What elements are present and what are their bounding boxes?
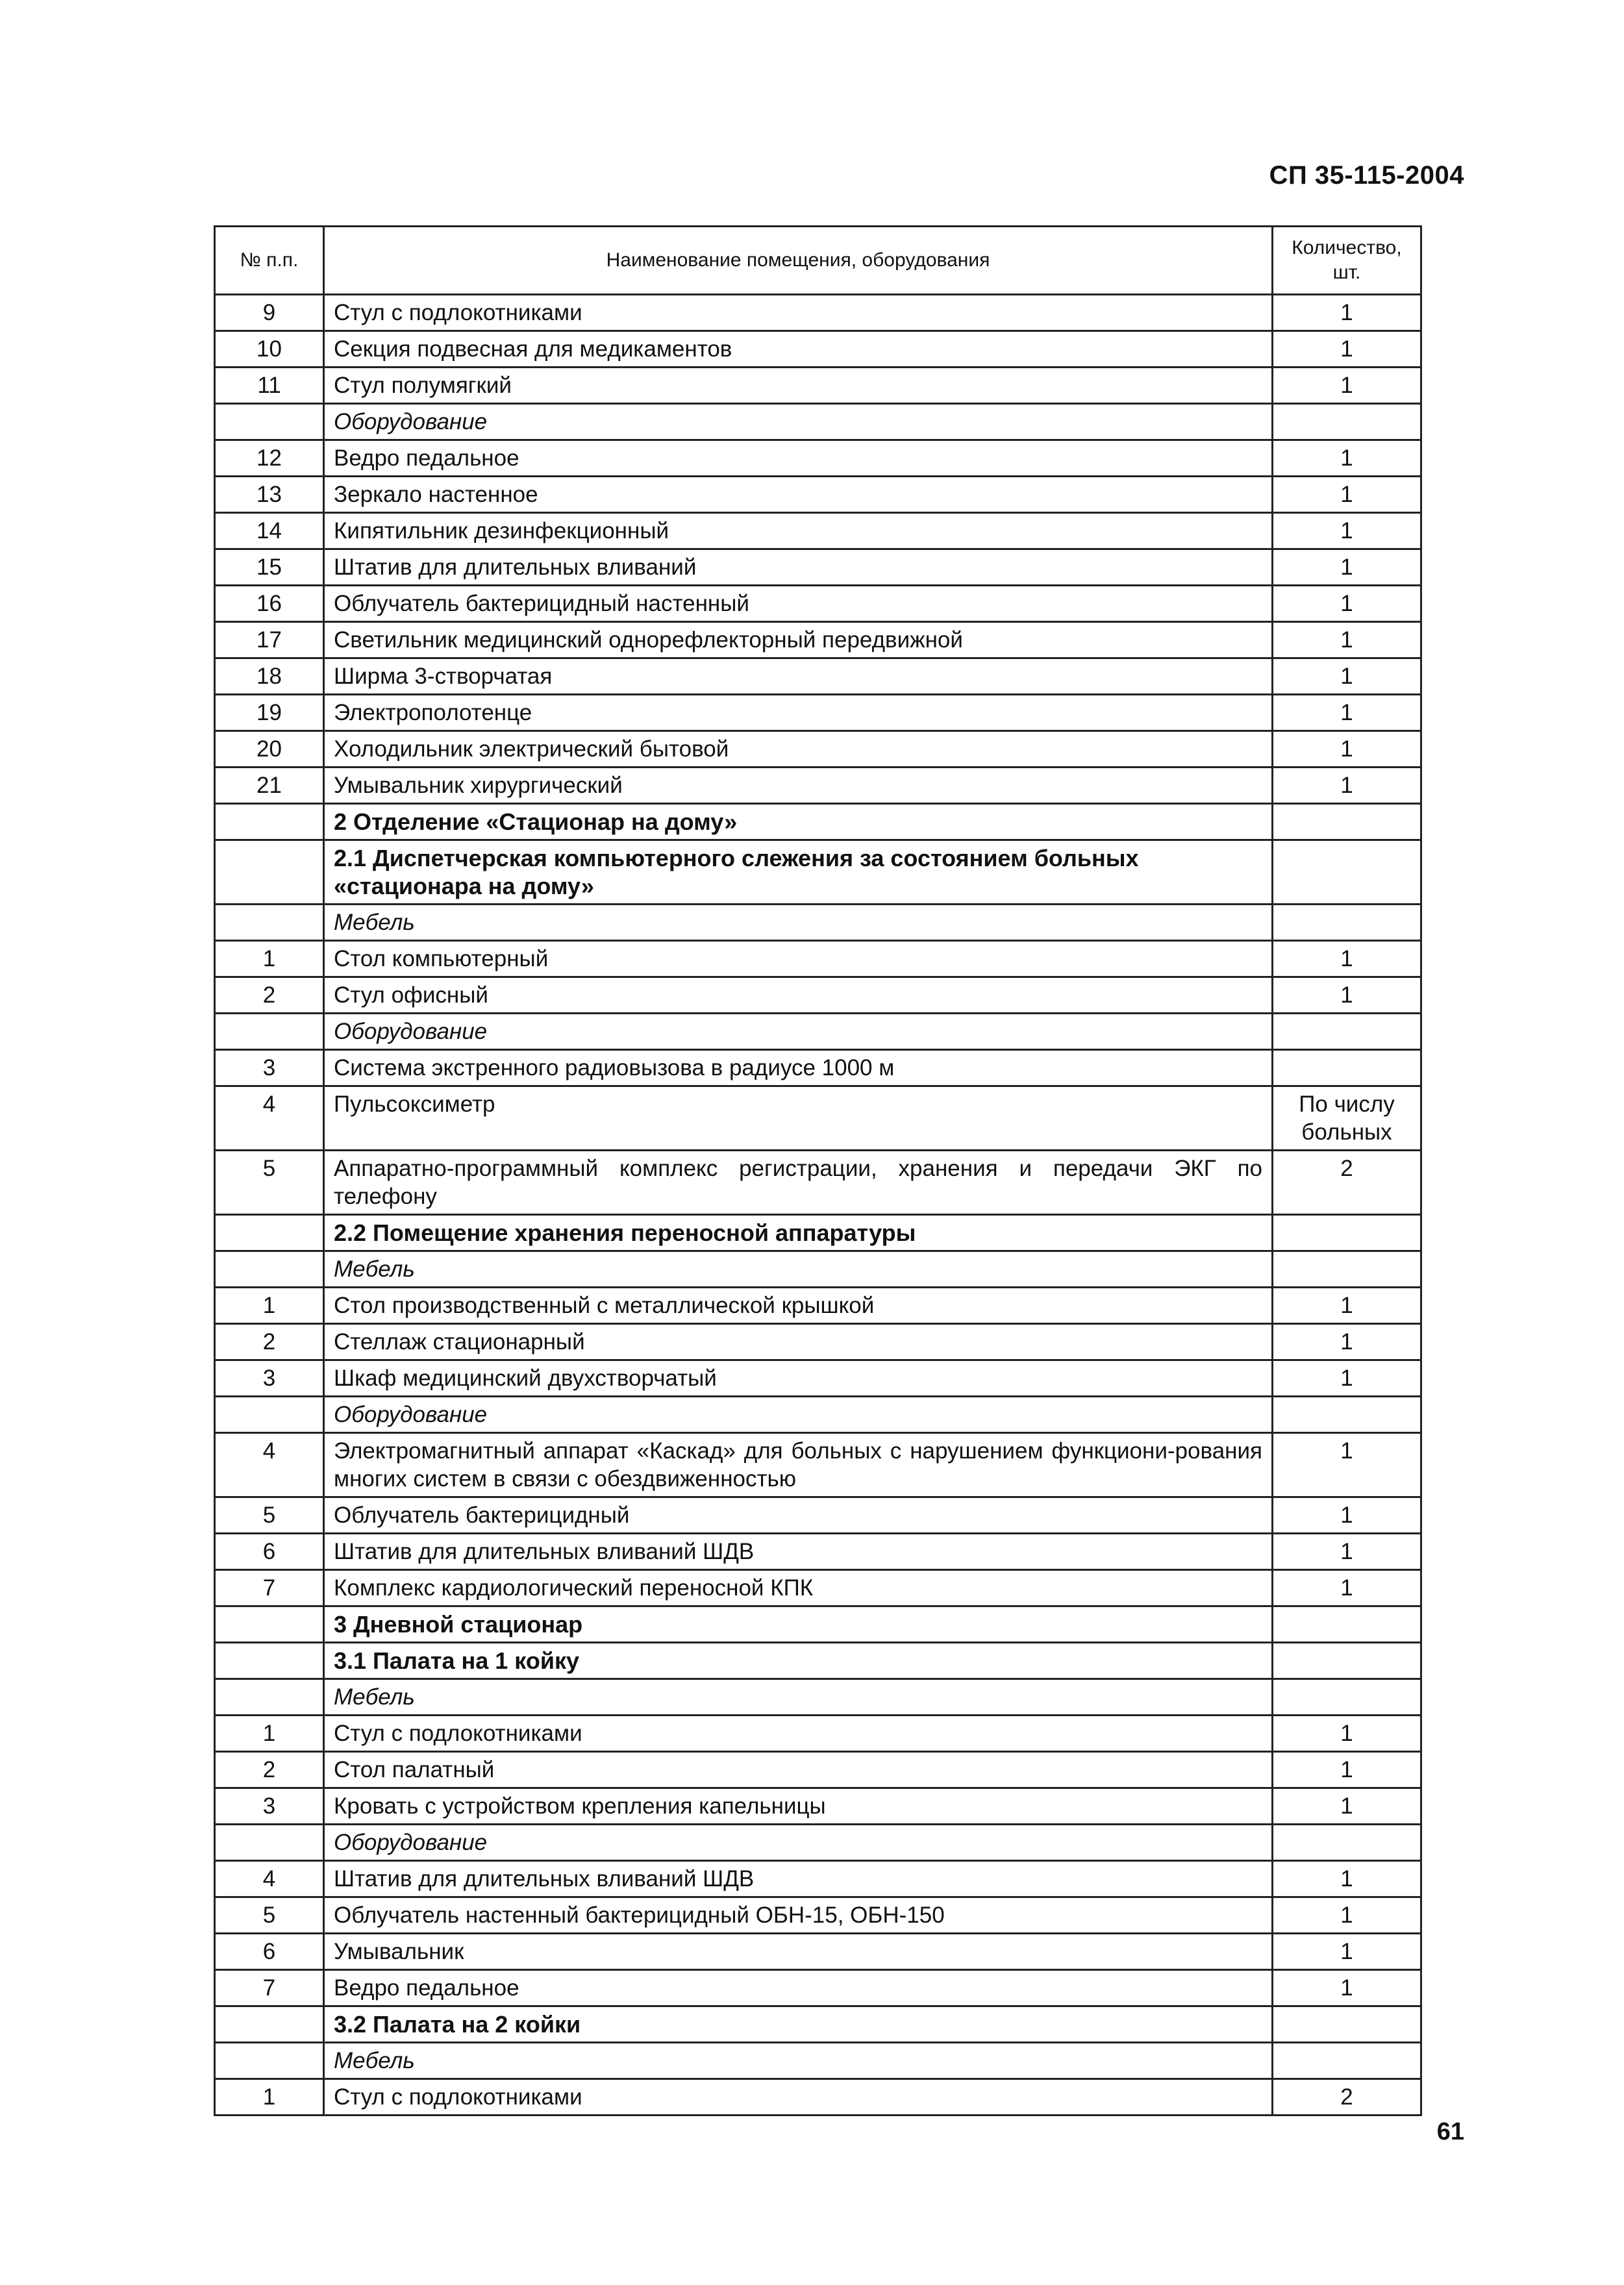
item-name-cell: Электрополотенце	[324, 695, 1273, 731]
item-name-cell: Стул с подлокотниками	[324, 1716, 1273, 1752]
row-number-cell: 21	[215, 768, 324, 804]
item-name-cell: Ведро педальное	[324, 1970, 1273, 2006]
table-row-item	[215, 1050, 1421, 1086]
quantity-cell: 1	[1273, 1534, 1421, 1570]
section-title-cell: 3 Дневной стационар	[324, 1606, 1273, 1643]
quantity-cell: 1	[1273, 731, 1421, 768]
table-row-item	[215, 295, 1421, 331]
quantity-cell: 1	[1273, 586, 1421, 622]
item-name-cell: Кровать с устройством крепления капельницы	[324, 1788, 1273, 1825]
row-number-cell: 1	[215, 2079, 324, 2116]
quantity-cell: 1	[1273, 658, 1421, 695]
quantity-cell: 1	[1273, 331, 1421, 368]
item-name-cell: Электромагнитный аппарат «Каскад» для больных с нарушением функциони-рования многих систем в связи с обездвиженностью	[324, 1433, 1273, 1497]
quantity-cell: 1	[1273, 1324, 1421, 1360]
row-number-cell: 6	[215, 1534, 324, 1570]
equipment-table	[214, 225, 1422, 2116]
row-number-cell: 5	[215, 1151, 324, 1215]
table-row-category	[215, 1014, 1421, 1050]
table-row-section	[215, 840, 1421, 905]
table-row-item	[215, 1752, 1421, 1788]
table-row-item	[215, 368, 1421, 404]
table-row-category	[215, 2043, 1421, 2079]
quantity-cell	[1273, 905, 1421, 941]
table-row-item	[215, 1433, 1421, 1497]
quantity-cell	[1273, 1397, 1421, 1433]
table-row-item	[215, 331, 1421, 368]
row-number-cell: 1	[215, 1288, 324, 1324]
row-number-cell: 12	[215, 440, 324, 477]
table-row-item	[215, 513, 1421, 549]
table-row-item	[215, 586, 1421, 622]
table-row-item	[215, 658, 1421, 695]
row-number-cell: 3	[215, 1360, 324, 1397]
item-name-cell: Облучатель бактерицидный	[324, 1497, 1273, 1534]
item-name-cell: Стол производственный с металлической крышкой	[324, 1288, 1273, 1324]
item-name-cell: Штатив для длительных вливаний ШДВ	[324, 1534, 1273, 1570]
quantity-cell: 1	[1273, 549, 1421, 586]
table-row-item	[215, 1897, 1421, 1934]
row-number-cell: 2	[215, 1752, 324, 1788]
row-number-cell	[215, 840, 324, 905]
table-body	[215, 295, 1421, 2116]
quantity-cell	[1273, 804, 1421, 840]
item-name-cell: Штатив для длительных вливаний ШДВ	[324, 1861, 1273, 1897]
row-number-cell: 4	[215, 1861, 324, 1897]
category-title-cell: Оборудование	[324, 404, 1273, 440]
item-name-cell: Стол палатный	[324, 1752, 1273, 1788]
quantity-cell: 1	[1273, 1897, 1421, 1934]
quantity-cell: 2	[1273, 1151, 1421, 1215]
row-number-cell	[215, 1679, 324, 1716]
quantity-cell: 1	[1273, 1861, 1421, 1897]
table-row-item	[215, 477, 1421, 513]
table-row-item	[215, 1861, 1421, 1897]
document-code: СП 35-115-2004	[1269, 161, 1464, 190]
table-row-item	[215, 1934, 1421, 1970]
item-name-cell: Стул с подлокотниками	[324, 2079, 1273, 2116]
quantity-cell: 1	[1273, 941, 1421, 977]
quantity-cell	[1273, 1215, 1421, 1251]
table-row-item	[215, 977, 1421, 1014]
quantity-cell: 1	[1273, 1360, 1421, 1397]
row-number-cell: 4	[215, 1433, 324, 1497]
row-number-cell: 7	[215, 1570, 324, 1606]
quantity-cell	[1273, 1643, 1421, 1679]
row-number-cell	[215, 1251, 324, 1288]
row-number-cell: 14	[215, 513, 324, 549]
row-number-cell: 6	[215, 1934, 324, 1970]
item-name-cell: Аппаратно-программный комплекс регистрации, хранения и передачи ЭКГ по телефону	[324, 1151, 1273, 1215]
table-row-item	[215, 695, 1421, 731]
table-row-item	[215, 549, 1421, 586]
quantity-cell: 1	[1273, 368, 1421, 404]
table-row-category	[215, 1251, 1421, 1288]
table-row-category	[215, 1397, 1421, 1433]
table-row-item	[215, 440, 1421, 477]
table-row-section	[215, 804, 1421, 840]
section-title-cell: 3.2 Палата на 2 койки	[324, 2006, 1273, 2043]
category-title-cell: Мебель	[324, 905, 1273, 941]
row-number-cell: 20	[215, 731, 324, 768]
row-number-cell	[215, 1014, 324, 1050]
item-name-cell: Стул полумягкий	[324, 368, 1273, 404]
category-title-cell: Оборудование	[324, 1825, 1273, 1861]
quantity-cell: 2	[1273, 2079, 1421, 2116]
row-number-cell: 16	[215, 586, 324, 622]
row-number-cell	[215, 1825, 324, 1861]
quantity-cell	[1273, 1014, 1421, 1050]
page-number: 61	[1436, 2118, 1464, 2145]
table-header-row	[215, 227, 1421, 295]
quantity-cell	[1273, 2006, 1421, 2043]
category-title-cell: Мебель	[324, 1679, 1273, 1716]
table-row-item	[215, 1497, 1421, 1534]
row-number-cell: 19	[215, 695, 324, 731]
row-number-cell	[215, 2006, 324, 2043]
table-row-section	[215, 1215, 1421, 1251]
row-number-cell: 4	[215, 1086, 324, 1151]
quantity-cell	[1273, 2043, 1421, 2079]
quantity-cell: 1	[1273, 977, 1421, 1014]
item-name-cell: Кипятильник дезинфекционный	[324, 513, 1273, 549]
quantity-cell: 1	[1273, 1788, 1421, 1825]
item-name-cell: Стул офисный	[324, 977, 1273, 1014]
table-row-item	[215, 1086, 1421, 1151]
table-row-item	[215, 2079, 1421, 2116]
item-name-cell: Умывальник	[324, 1934, 1273, 1970]
item-name-cell: Холодильник электрический бытовой	[324, 731, 1273, 768]
category-title-cell: Оборудование	[324, 1014, 1273, 1050]
table-row-item	[215, 1324, 1421, 1360]
row-number-cell	[215, 905, 324, 941]
table-row-item	[215, 1570, 1421, 1606]
column-header-number: № п.п.	[215, 227, 324, 295]
row-number-cell: 18	[215, 658, 324, 695]
quantity-cell	[1273, 1679, 1421, 1716]
row-number-cell: 17	[215, 622, 324, 658]
item-name-cell: Пульсоксиметр	[324, 1086, 1273, 1151]
row-number-cell	[215, 1606, 324, 1643]
category-title-cell: Оборудование	[324, 1397, 1273, 1433]
row-number-cell: 7	[215, 1970, 324, 2006]
table-row-item	[215, 941, 1421, 977]
item-name-cell: Комплекс кардиологический переносной КПК	[324, 1570, 1273, 1606]
item-name-cell: Штатив для длительных вливаний	[324, 549, 1273, 586]
column-header-name: Наименование помещения, оборудования	[324, 227, 1273, 295]
row-number-cell	[215, 1215, 324, 1251]
table-row-section	[215, 1606, 1421, 1643]
item-name-cell: Облучатель настенный бактерицидный ОБН-15, ОБН-150	[324, 1897, 1273, 1934]
section-title-cell: 2.2 Помещение хранения переносной аппаратуры	[324, 1215, 1273, 1251]
row-number-cell	[215, 1643, 324, 1679]
quantity-cell: По числу больных	[1273, 1086, 1421, 1151]
quantity-cell	[1273, 1050, 1421, 1086]
table-row-category	[215, 1825, 1421, 1861]
quantity-cell: 1	[1273, 695, 1421, 731]
column-header-quantity: Количество, шт.	[1273, 227, 1421, 295]
quantity-cell: 1	[1273, 1716, 1421, 1752]
table-row-item	[215, 1360, 1421, 1397]
section-title-cell: 2 Отделение «Стационар на дому»	[324, 804, 1273, 840]
item-name-cell: Стол компьютерный	[324, 941, 1273, 977]
table-row-category	[215, 404, 1421, 440]
item-name-cell: Шкаф медицинский двухстворчатый	[324, 1360, 1273, 1397]
quantity-cell: 1	[1273, 1288, 1421, 1324]
quantity-cell: 1	[1273, 295, 1421, 331]
item-name-cell: Зеркало настенное	[324, 477, 1273, 513]
row-number-cell	[215, 1397, 324, 1433]
item-name-cell: Ширма 3-створчатая	[324, 658, 1273, 695]
table-row-category	[215, 905, 1421, 941]
quantity-cell: 1	[1273, 1497, 1421, 1534]
row-number-cell: 1	[215, 941, 324, 977]
item-name-cell: Система экстренного радиовызова в радиусе 1000 м	[324, 1050, 1273, 1086]
table-row-item	[215, 731, 1421, 768]
row-number-cell: 15	[215, 549, 324, 586]
row-number-cell: 2	[215, 1324, 324, 1360]
row-number-cell: 2	[215, 977, 324, 1014]
quantity-cell: 1	[1273, 768, 1421, 804]
quantity-cell: 1	[1273, 622, 1421, 658]
quantity-cell: 1	[1273, 513, 1421, 549]
quantity-cell: 1	[1273, 440, 1421, 477]
item-name-cell: Светильник медицинский однорефлекторный передвижной	[324, 622, 1273, 658]
category-title-cell: Мебель	[324, 1251, 1273, 1288]
item-name-cell: Стеллаж стационарный	[324, 1324, 1273, 1360]
row-number-cell: 13	[215, 477, 324, 513]
table-row-section	[215, 2006, 1421, 2043]
quantity-cell	[1273, 1606, 1421, 1643]
item-name-cell: Ведро педальное	[324, 440, 1273, 477]
section-title-cell: 2.1 Диспетчерская компьютерного слежения за состоянием больных «стационара на дому»	[324, 840, 1273, 905]
row-number-cell: 10	[215, 331, 324, 368]
table-row-item	[215, 1788, 1421, 1825]
table-row-category	[215, 1679, 1421, 1716]
table-row-item	[215, 622, 1421, 658]
quantity-cell	[1273, 840, 1421, 905]
table-row-item	[215, 768, 1421, 804]
row-number-cell: 5	[215, 1497, 324, 1534]
quantity-cell: 1	[1273, 1970, 1421, 2006]
quantity-cell: 1	[1273, 1752, 1421, 1788]
row-number-cell: 9	[215, 295, 324, 331]
table-row-item	[215, 1716, 1421, 1752]
row-number-cell: 11	[215, 368, 324, 404]
quantity-cell: 1	[1273, 1934, 1421, 1970]
quantity-cell: 1	[1273, 1570, 1421, 1606]
quantity-cell	[1273, 404, 1421, 440]
table-row-item	[215, 1534, 1421, 1570]
quantity-cell	[1273, 1251, 1421, 1288]
row-number-cell	[215, 404, 324, 440]
row-number-cell: 3	[215, 1788, 324, 1825]
item-name-cell: Стул с подлокотниками	[324, 295, 1273, 331]
quantity-cell: 1	[1273, 1433, 1421, 1497]
table-row-item	[215, 1288, 1421, 1324]
row-number-cell: 1	[215, 1716, 324, 1752]
category-title-cell: Мебель	[324, 2043, 1273, 2079]
item-name-cell: Умывальник хирургический	[324, 768, 1273, 804]
row-number-cell: 5	[215, 1897, 324, 1934]
table-row-item	[215, 1970, 1421, 2006]
item-name-cell: Облучатель бактерицидный настенный	[324, 586, 1273, 622]
table-row-item	[215, 1151, 1421, 1215]
item-name-cell: Секция подвесная для медикаментов	[324, 331, 1273, 368]
row-number-cell	[215, 804, 324, 840]
quantity-cell: 1	[1273, 477, 1421, 513]
row-number-cell: 3	[215, 1050, 324, 1086]
section-title-cell: 3.1 Палата на 1 койку	[324, 1643, 1273, 1679]
quantity-cell	[1273, 1825, 1421, 1861]
row-number-cell	[215, 2043, 324, 2079]
table-row-section	[215, 1643, 1421, 1679]
